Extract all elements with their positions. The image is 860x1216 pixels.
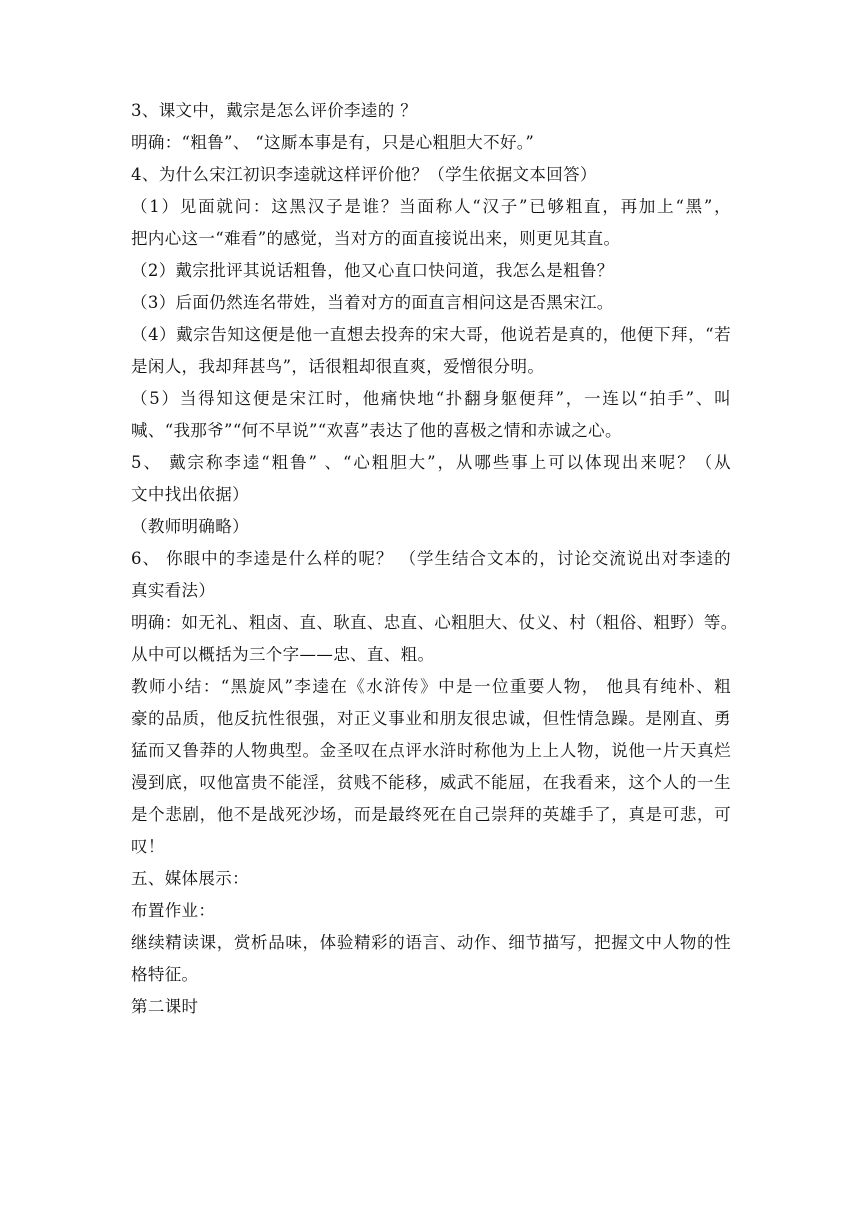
text-line: 漫到底，叹他富贵不能淫，贫贱不能移，威武不能屈，在我看来，这个人的一生 [131, 773, 731, 792]
text-line: 是闲人，我却拜甚鸟”，话很粗却很直爽，爱憎很分明。 [131, 357, 545, 376]
text-line: 5、 戴宗称李逵“粗鲁” 、“心粗胆大”，从哪些事上可以体现出来呢？（从 [131, 453, 731, 472]
line-gap [131, 922, 731, 932]
line-gap [131, 314, 731, 324]
text-line: （1）见面就问：这黑汉子是谁？当面称人“汉子”已够粗直，再加上“黑”， [131, 197, 731, 216]
text-line: 喊、“我那爷”“何不早说”“欢喜”表达了他的喜极之情和赤诚之心。 [131, 421, 622, 440]
line-gap [131, 762, 731, 772]
line-gap [131, 154, 731, 164]
text-line: 第二课时 [131, 997, 199, 1016]
line-gap [131, 378, 731, 388]
line-gap [131, 282, 731, 292]
text-line: 是个悲剧，他不是战死沙场，而是最终死在自己崇拜的英雄手了，真是可悲，可 [131, 805, 731, 824]
line-gap [131, 826, 731, 836]
line-gap [131, 890, 731, 900]
text-line: 把内心这一“难看”的感觉，当对方的面直接说出来，则更见其直。 [131, 229, 621, 248]
text-line: 明确：如无礼、粗卤、直、耿直、忠直、心粗胆大、仗义、村（粗俗、粗野）等。 [131, 613, 738, 632]
line-gap [131, 538, 731, 548]
line-gap [131, 218, 731, 228]
line-gap [131, 858, 731, 868]
line-gap [131, 954, 731, 964]
line-gap [131, 634, 731, 644]
line-gap [131, 122, 731, 132]
line-gap [131, 602, 731, 612]
text-line: 3、课文中，戴宗是怎么评价李逵的 ？ [131, 101, 418, 120]
line-gap [131, 474, 731, 484]
text-line: 真实看法） [131, 581, 216, 600]
text-line: （2）戴宗批评其说话粗鲁，他又心直口快问道，我怎么是粗鲁？ [131, 261, 614, 280]
line-gap [131, 186, 731, 196]
line-gap [131, 986, 731, 996]
document-page [131, 100, 738, 1018]
text-line: 格特征。 [131, 965, 199, 984]
text-line: 教师小结：“黑旋风”李逵在《水浒传》中是一位重要人物， 他具有纯朴、粗 [131, 677, 731, 696]
text-line: 叹！ [131, 837, 165, 856]
text-line: 豪的品质，他反抗性很强，对正义事业和朋友很忠诚，但性情急躁。是刚直、勇 [131, 709, 731, 728]
line-gap [131, 570, 731, 580]
line-gap [131, 698, 731, 708]
text-line: 布置作业： [131, 901, 216, 920]
line-gap [131, 666, 731, 676]
text-line: 明确：“粗鲁”、 “这厮本事是有，只是心粗胆大不好。” [131, 133, 535, 152]
text-line: 从中可以概括为三个字——忠、直、粗。 [131, 645, 435, 664]
line-gap [131, 346, 731, 356]
text-line: （教师明确略） [131, 517, 249, 536]
text-line: （3）后面仍然连名带姓，当着对方的面直言相问这是否黑宋江。 [131, 293, 614, 312]
text-line: 猛而又鲁莽的人物典型。金圣叹在点评水浒时称他为上上人物，说他一片天真烂 [131, 741, 731, 760]
line-gap [131, 410, 731, 420]
line-gap [131, 250, 731, 260]
text-line: 文中找出依据） [131, 485, 249, 504]
line-gap [131, 442, 731, 452]
text-line: 五、媒体展示： [131, 869, 249, 888]
line-gap [131, 506, 731, 516]
text-line: 6、 你眼中的李逵是什么样的呢？ （学生结合文本的，讨论交流说出对李逵的 [131, 549, 731, 568]
text-line: （5）当得知这便是宋江时，他痛快地“扑翻身躯便拜”，一连以“拍手”、叫 [131, 389, 731, 408]
text-line: 继续精读课，赏析品味，体验精彩的语言、动作、细节描写，把握文中人物的性 [131, 933, 731, 952]
line-gap [131, 794, 731, 804]
text-line: 4、为什么宋江初识李逵就这样评价他？（学生依据文本回答） [131, 165, 597, 184]
text-line: （4）戴宗告知这便是他一直想去投奔的宋大哥，他说若是真的，他便下拜，“若 [131, 325, 731, 344]
line-gap [131, 730, 731, 740]
